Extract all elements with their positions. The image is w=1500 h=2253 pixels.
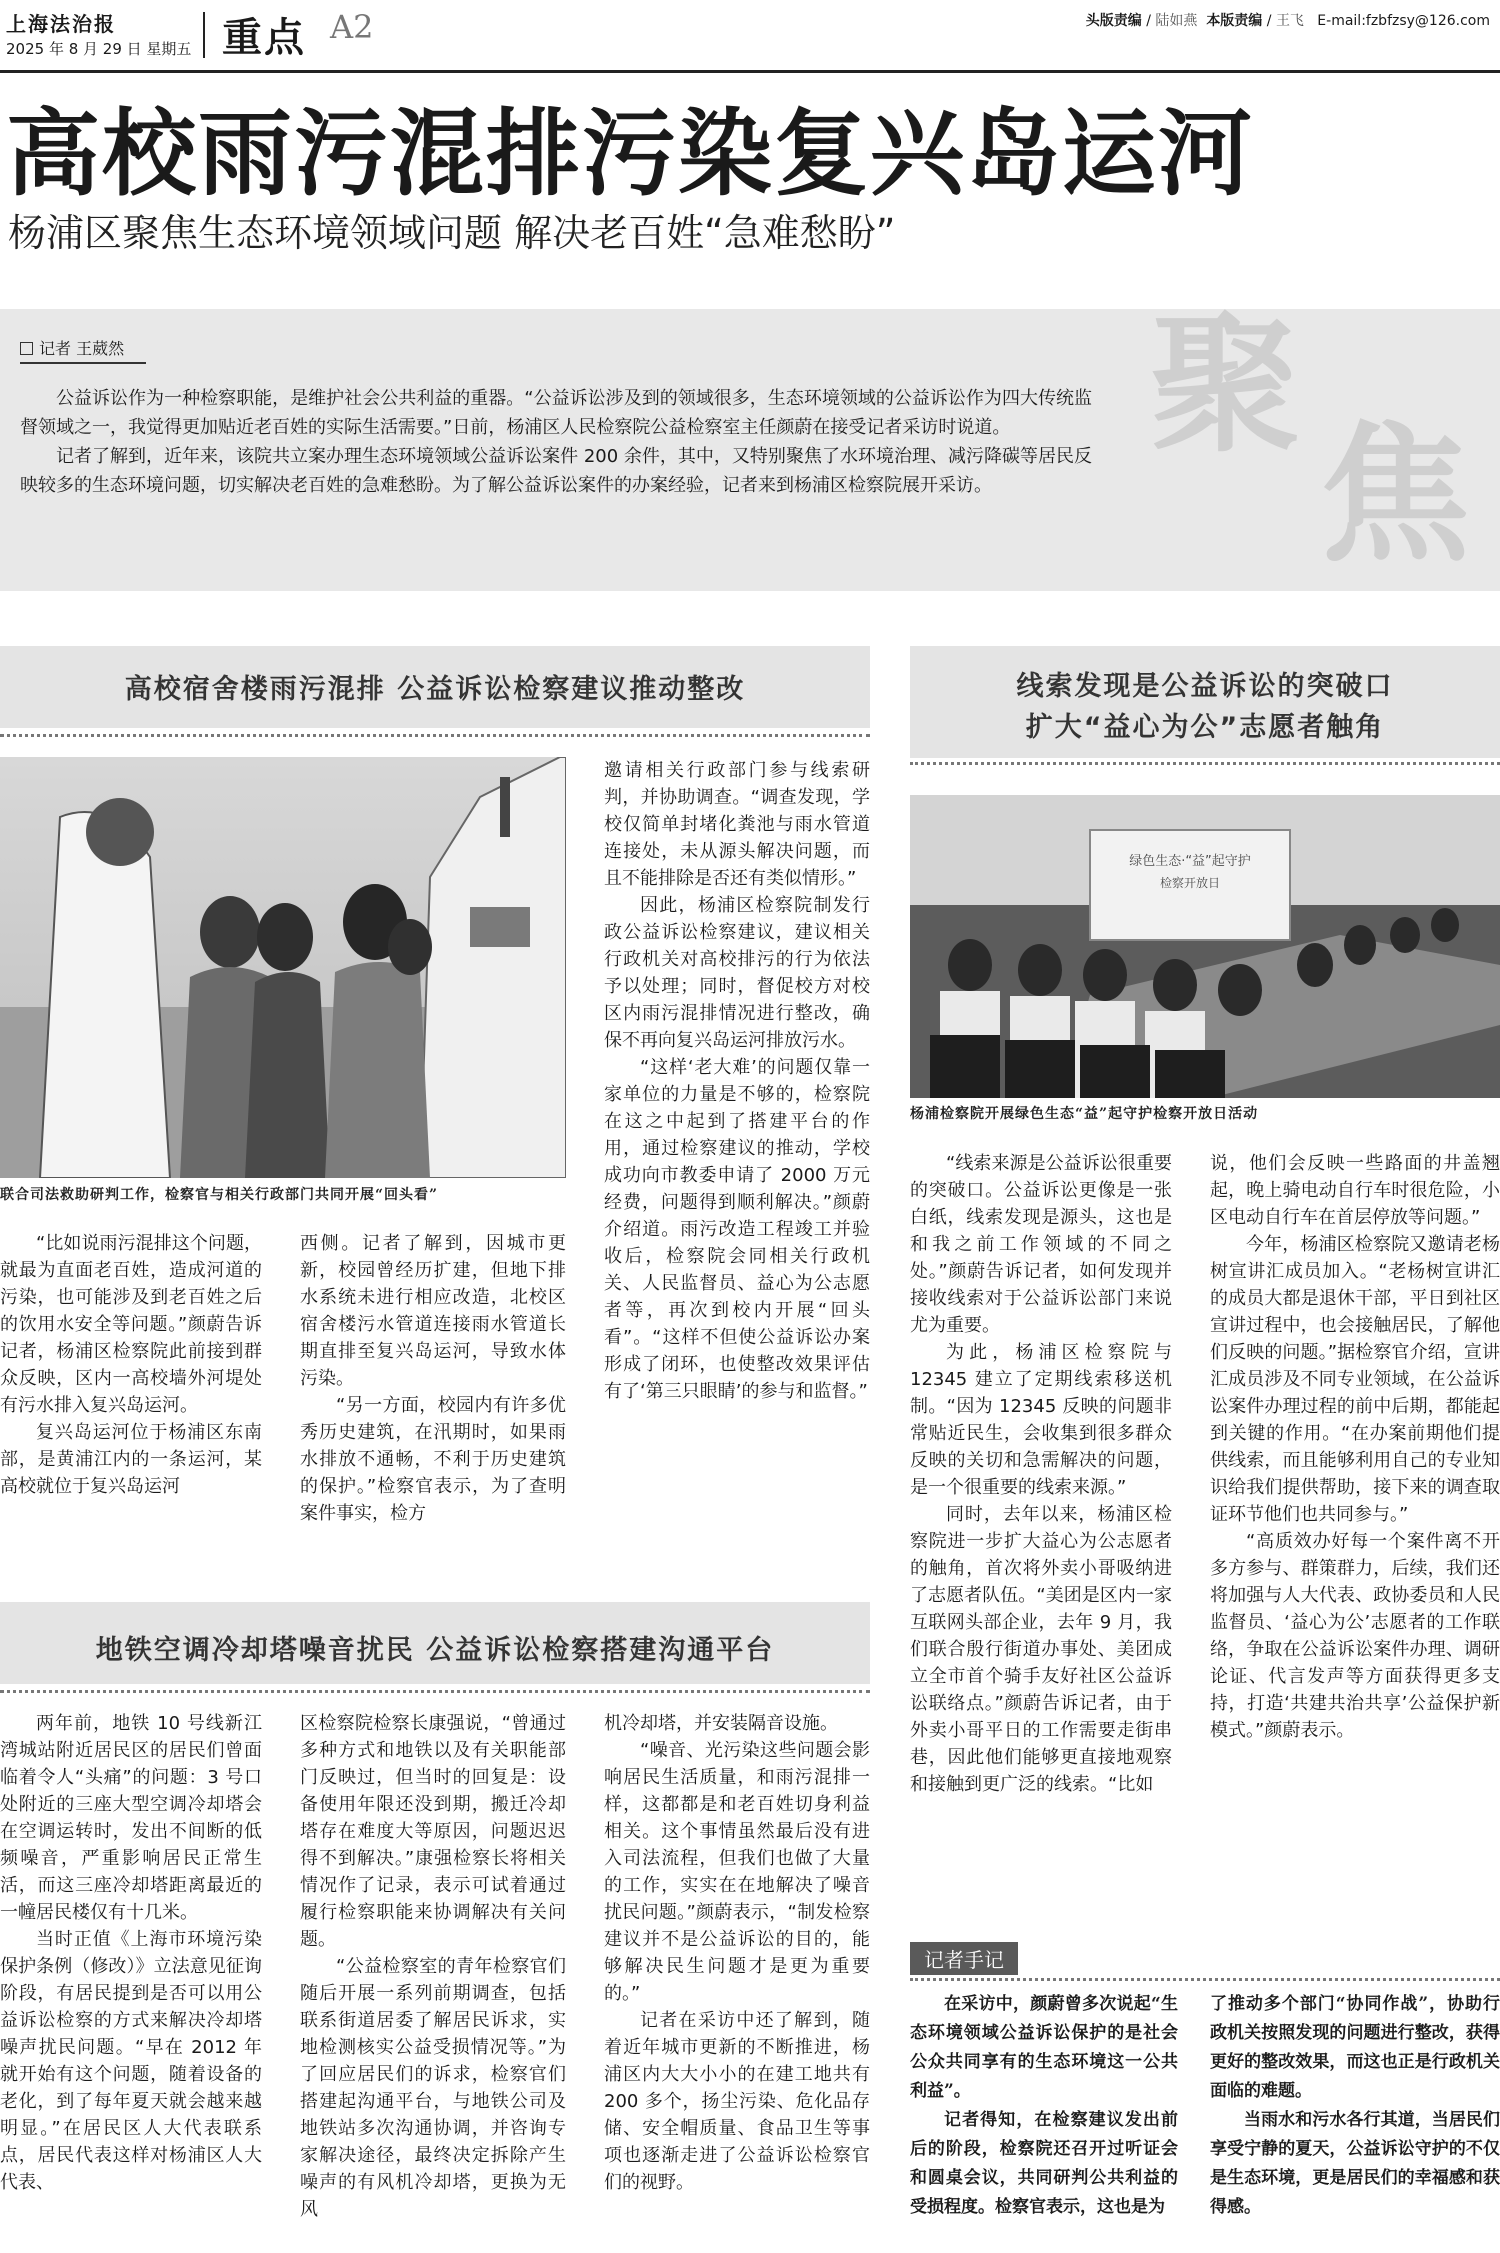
editor-front-name: 陆如燕 (1155, 13, 1198, 29)
section2-column-2 (300, 1710, 566, 2250)
body-paragraph: 说，他们会反映一些路面的井盖翘起，晚上骑电动自行车时很危险，小区电动自行车在首层停放等问题。” (1210, 1153, 1500, 1228)
body-paragraph: 西侧。记者了解到，因城市更新，校园曾经历扩建，但地下排水系统未进行相应改造，北校区宿舍楼污水管道连接雨水管道长期直排至复兴岛运河，导致水体污染。 (300, 1233, 566, 1389)
page-number: A2 (330, 8, 374, 46)
focus-char-ju: 聚 (1150, 297, 1301, 473)
notes-column-1 (910, 1990, 1178, 2252)
intro-text (20, 384, 1092, 500)
byline-square-icon (20, 342, 33, 355)
section1-photo-caption: 联合司法救助研判工作，检察官与相关行政部门共同开展“回头看” (0, 1187, 439, 1203)
notes-column-2 (1210, 1990, 1500, 2252)
body-paragraph: “另一方面，校园内有许多优秀历史建筑，在汛期时，如果雨水排放不通畅，不利于历史建筑的保护。”检察官表示，为了查明案件事实，检方 (300, 1395, 566, 1524)
intro-paragraph: 公益诉讼作为一种检察职能，是维护社会公共利益的重器。“公益诉讼涉及到的领域很多，生态环境领域的公益诉讼作为四大传统监督领域之一，我觉得更加贴近老百姓的实际生活需要。”日前，杨浦区人民检察院公益检察室主任颜蔚在接受记者采访时说道。 (20, 388, 1092, 438)
section3-heading-line2: 扩大“益心为公”志愿者触角 (1025, 712, 1385, 743)
section3-column-1 (910, 1150, 1172, 1880)
editor-front-label: 头版责编 (1085, 13, 1142, 29)
section2-dotted-rule (0, 1690, 870, 1693)
body-paragraph: 两年前，地铁 10 号线新江湾城站附近居民区的居民们曾面临着令人“头痛”的问题：3 号口处附近的三座大型空调冷却塔会在空调运转时，发出不间断的低频噪音，严重影响居民正常生活，而这三座冷却塔距离最近的一幢居民楼仅有十几米。 (0, 1713, 262, 1923)
body-paragraph: 记者在采访中还了解到，随着近年城市更新的不断推进，杨浦区内大大小小的在建工地共有 200 多个，扬尘污染、危化品存储、安全帽质量、食品卫生等事项也逐渐走进了公益诉讼检察官们的视野。 (604, 2010, 870, 2193)
body-paragraph: 机冷却塔，并安装隔音设施。 (604, 1713, 838, 1734)
body-paragraph: “噪音、光污染这些问题会影响居民生活质量，和雨污混排一样，这都都是和老百姓切身利益相关。这个事情虽然最后没有进入司法流程，但我们也做了大量的工作，实实在在地解决了噪音扰民问题。”颜蔚表示，“制发检察建议并不是公益诉讼的目的，能够解决民生问题才是更为重要的。” (604, 1740, 870, 2004)
masthead-logo: 上海法治报 (6, 12, 116, 36)
body-paragraph: “比如说雨污混排这个问题，就最为直面老百姓，造成河道的污染，也可能涉及到老百姓之后的饮用水安全等问题。”颜蔚告诉记者，杨浦区检察院此前接到群众反映，区内一高校墙外河堤处有污水排入复兴岛运河。 (0, 1233, 262, 1416)
reporter-name: 记者 王葳然 (39, 339, 125, 358)
body-paragraph: 区检察院检察长康强说，“曾通过多种方式和地铁以及有关职能部门反映过，但当时的回复是：设备使用年限还没到期，搬迁冷却塔存在难度大等原因，问题迟迟得不到解决。”康强检察长将相关情况作了记录，表示可试着通过履行检察职能来协调解决有关问题。 (300, 1713, 566, 1950)
body-paragraph: “公益检察室的青年检察官们随后开展一系列前期调查，包括联系街道居委了解居民诉求，实地检测核实公益受损情况等。”为了回应居民们的诉求，检察官们搭建起沟通平台，与地铁公司及地铁站多次沟通协调，并咨询专家解决途径，最终决定拆除产生噪声的有风机冷却塔，更换为无风 (300, 1956, 566, 2220)
photo-prosecutors-riverside (0, 757, 566, 1178)
body-paragraph: “线索来源是公益诉讼很重要的突破口。公益诉讼更像是一张白纸，线索发现是源头，这也是和我之前工作领域的不同之处。”颜蔚告诉记者，如何发现并接收线索对于公益诉讼部门来说尤为重要。 (910, 1153, 1172, 1336)
body-paragraph: 同时，去年以来，杨浦区检察院进一步扩大益心为公志愿者的触角，首次将外卖小哥吸纳进了志愿者队伍。“美团是区内一家互联网头部企业，去年 9 月，我们联合殷行街道办事处、美团成立全市首个骑手友好社区公益诉讼联络点。”颜蔚告诉记者，由于外卖小哥平日的工作需要走街串巷，因此他们能够更直接地观察和接触到更广泛的线索。“比如 (910, 1504, 1172, 1795)
byline-rule (20, 362, 146, 364)
reporter-notes-label: 记者手记 (910, 1942, 1018, 1975)
section2-heading: 地铁空调冷却塔噪音扰民 公益诉讼检察搭建沟通平台 (95, 1635, 775, 1666)
editor-page-label: 本版责编 (1206, 13, 1263, 29)
subheadline: 杨浦区聚焦生态环境领域问题 解决老百姓“急难愁盼” (8, 211, 896, 255)
body-paragraph: “高质效办好每一个案件离不开多方参与、群策群力，后续，我们还将加强与人大代表、政协委员和人民监督员、‘益心为公’志愿者的工作联络，争取在公益诉讼案件办理、调研论证、代言发声等方面获得更多支持，打造‘共建共治共享’公益保护新模式。”颜蔚表示。 (1210, 1531, 1500, 1741)
masthead-divider (203, 12, 205, 58)
editor-email[interactable]: E-mail:fzbfzsy@126.com (1317, 13, 1490, 29)
section-name: 重点 (222, 15, 306, 61)
section3-dotted-rule (910, 762, 1500, 765)
notes-paragraph: 记者得知，在检察建议发出前后的阶段，检察院还召开过听证会和圆桌会议，共同研判公共利益的受损程度。检察官表示，这也是为 (910, 2110, 1178, 2217)
body-paragraph: 为此，杨浦区检察院与 12345 建立了定期线索移送机制。“因为 12345 反映的问题非常贴近民生，会收集到很多群众反映的关切和急需解决的问题，是一个很重要的线索来源。” (910, 1342, 1172, 1498)
headline: 高校雨污混排污染复兴岛运河 (6, 99, 1255, 209)
photo-open-day-meeting (910, 795, 1500, 1098)
notes-paragraph: 当雨水和污水各行其道，当居民们享受宁静的夏天，公益诉讼守护的不仅是生态环境，更是居民们的幸福感和获得感。 (1210, 2110, 1500, 2217)
reporter-byline (20, 336, 124, 359)
body-paragraph: 因此，杨浦区检察院制发行政公益诉讼检察建议，建议相关行政机关对高校排污的行为依法予以处理；同时，督促校方对校区内雨污混排情况进行整改，确保不再向复兴岛运河排放污水。 (604, 895, 870, 1051)
section3-photo (910, 795, 1500, 1098)
notes-paragraph: 了推动多个部门“协同作战”，协助行政机关按照发现的问题进行整改，获得更好的整改效果，而这也正是行政机关面临的难题。 (1210, 1994, 1500, 2101)
body-paragraph: 邀请相关行政部门参与线索研判，并协助调查。“调查发现，学校仅简单封堵化粪池与雨水管道连接处，未从源头解决问题，而且不能排除是否还有类似情形。” (604, 760, 870, 889)
body-paragraph: 今年，杨浦区检察院又邀请老杨树宣讲汇成员加入。“老杨树宣讲汇的成员大都是退休干部，平日到社区宣讲过程中，也会接触居民，了解他们反映的问题。”据检察官介绍，宣讲汇成员涉及不同专业领域，在公益诉讼案件办理过程的前中后期，都能起到关键的作用。“在办案前期他们提供线索，而且能够利用自己的专业知识给我们提供帮助，接下来的调查取证环节他们也共同参与。” (1210, 1234, 1500, 1525)
section1-column-2 (300, 1230, 566, 1540)
section1-dotted-rule (0, 734, 870, 737)
notes-dotted-rule (910, 1978, 1500, 1981)
section3-column-2 (1210, 1150, 1500, 1880)
section1-column-1 (0, 1230, 262, 1540)
section3-photo-caption: 杨浦检察院开展绿色生态“益”起守护检察开放日活动 (910, 1106, 1259, 1122)
section1-heading: 高校宿舍楼雨污混排 公益诉讼检察建议推动整改 (124, 674, 746, 705)
section2-column-3 (604, 1710, 870, 2250)
intro-paragraph: 记者了解到，近年来，该院共立案办理生态环境领域公益诉讼案件 200 余件，其中，又特别聚焦了水环境治理、减污降碳等居民反映较多的生态环境问题，切实解决老百姓的急难愁盼。为了解公益诉讼案件的办案经验，记者来到杨浦区检察院展开采访。 (20, 446, 1092, 496)
section2-column-1 (0, 1710, 262, 2250)
section1-column-3 (604, 757, 870, 1540)
header-rule (0, 70, 1500, 73)
notes-paragraph: 在采访中，颜蔚曾多次说起“生态环境领域公益诉讼保护的是社会公众共同享有的生态环境这一公共利益”。 (910, 1994, 1178, 2101)
body-paragraph: 当时正值《上海市环境污染保护条例（修改）》立法意见征询阶段，有居民提到是否可以用公益诉讼检察的方式来解决冷却塔噪声扰民问题。“早在 2012 年就开始有这个问题，随着设备的老化，到了每年夏天就会越来越明显。”在居民区人大代表联系点，居民代表这样对杨浦区人大代表、 (0, 1929, 262, 2193)
editor-credits: 头版责编 / 陆如燕 本版责编 / 王飞 E-mail:fzbfzsy@126.com (1085, 13, 1490, 29)
issue-date: 2025 年 8 月 29 日 星期五 (6, 40, 192, 58)
body-paragraph: 复兴岛运河位于杨浦区东南部，是黄浦江内的一条运河，某高校就位于复兴岛运河 (0, 1422, 262, 1497)
screen-title-line2: 检察开放日 (1159, 876, 1221, 890)
section3-heading-line1: 线索发现是公益诉讼的突破口 (1016, 671, 1394, 702)
section1-photo (0, 757, 566, 1178)
focus-char-jiao: 焦 (1320, 407, 1471, 583)
body-paragraph: “这样‘老大难’的问题仅靠一家单位的力量是不够的，检察院在这之中起到了搭建平台的作用，通过检察建议的推动，学校成功向市教委申请了 2000 万元经费，问题得到顺利解决。”颜蔚介绍道。雨污改造工程竣工并验收后，检察院会同相关行政机关、人民监督员、益心为公志愿者等，再次到校内开展“回头看”。“这样不但使公益诉讼办案形成了闭环，也使整改效果评估有了‘第三只眼睛’的参与和监督。” (604, 1057, 870, 1402)
editor-page-name: 王飞 (1275, 13, 1304, 29)
screen-title-line1: 绿色生态·“益”起守护 (1129, 854, 1251, 869)
